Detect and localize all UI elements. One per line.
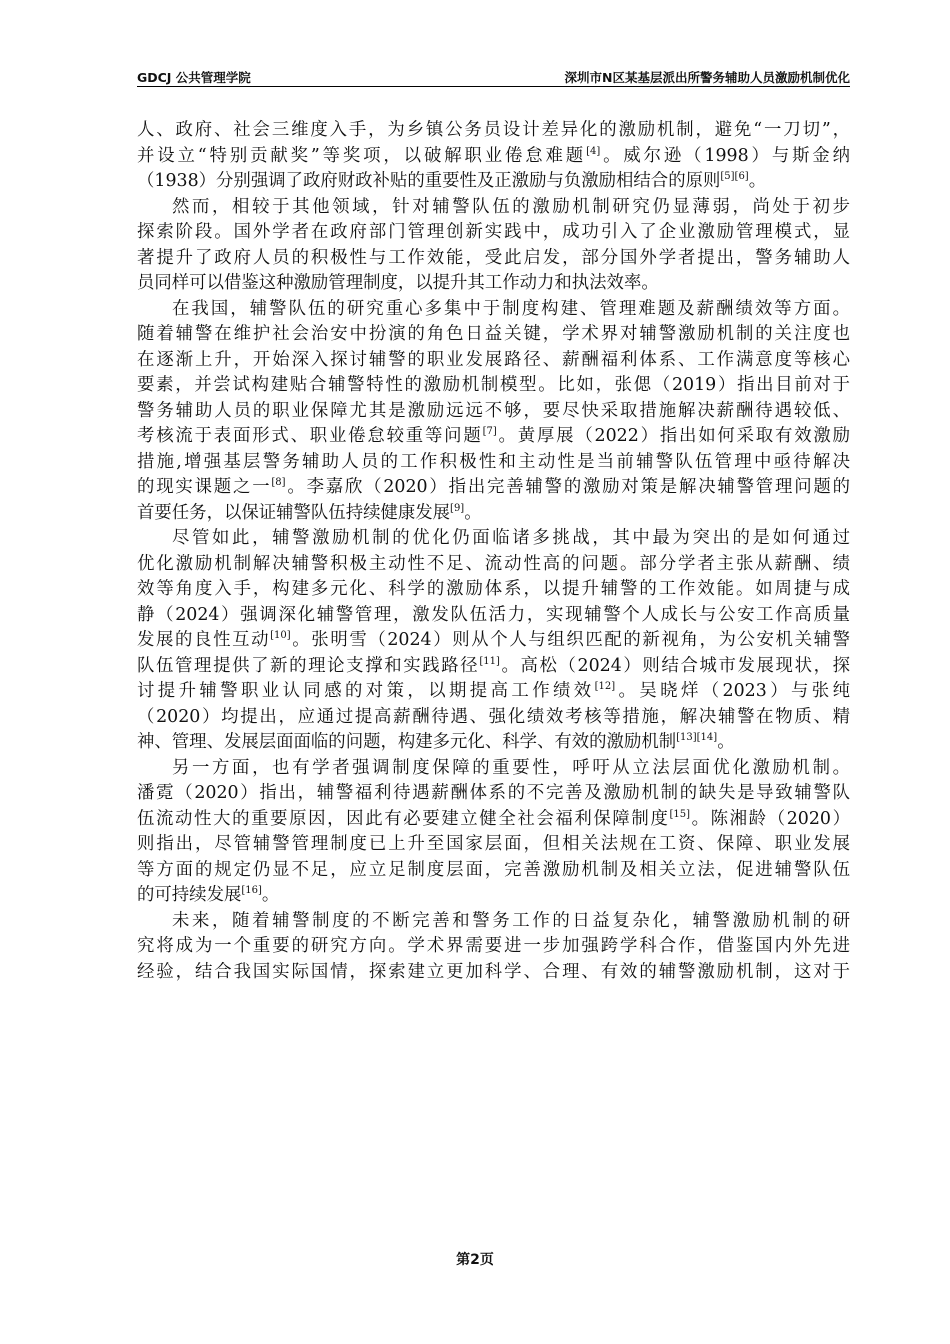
- citation-ref: [7]: [482, 426, 497, 437]
- text-line: 然而，相较于其他领域，针对辅警队伍的激励机制研究仍显薄弱，尚处于初步: [172, 196, 850, 217]
- text-line: 究将成为一个重要的研究方向。学术界需要进一步加强跨学科合作，借鉴国内外先进: [137, 936, 850, 956]
- text-line: 另一方面，也有学者强调制度保障的重要性，呼吁从立法层面优化激励机制。: [172, 757, 850, 778]
- text-line: 措施,增强基层警务辅助人员的工作积极性和主动性是当前辅警队伍管理中亟待解决: [137, 451, 850, 472]
- text-line: 静（2024）强调深化辅警管理，激发队伍活力，实现辅警个人成长与公安工作高质量: [137, 604, 850, 625]
- text-line: 则指出，尽管辅警管理制度已上升至国家层面，但相关法规在工资、保障、职业发展: [137, 834, 850, 854]
- text-line: 经验，结合我国实际国情，探索建立更加科学、合理、有效的辅警激励机制，这对于: [137, 961, 850, 982]
- text-line: 要素，并尝试构建贴合辅警特性的激励机制模型。比如，张偲（2019）指出目前对于: [137, 375, 850, 395]
- text-line: 潘霓（2020）指出，辅警福利待遇薪酬体系的不完善及激励机制的缺失是导致辅警队: [137, 783, 850, 803]
- citation-ref: [13][14]: [676, 732, 718, 743]
- citation-ref: [10]: [270, 630, 291, 641]
- citation-ref: [15]: [669, 808, 690, 820]
- citation-ref: [12]: [594, 681, 616, 692]
- citation-ref: [9]: [450, 502, 465, 514]
- text-line: 随着辅警在维护社会治安中扮演的角色日益关键，学术界对辅警激励机制的关注度也: [137, 324, 850, 344]
- text-line: 效等角度入手，构建多元化、科学的激励体系，以提升辅警的工作效能。如周捷与成: [137, 579, 850, 599]
- text-line: 的现实课题之一[8]。李嘉欣（2020）指出完善辅警的激励对策是解决辅警管理问题的: [137, 477, 850, 497]
- text-line: 尽管如此，辅警激励机制的优化仍面临诸多挑战，其中最为突出的是如何通过: [172, 528, 850, 548]
- text-line: 探索阶段。国外学者在政府部门管理创新实践中，成功引入了企业激励管理模式，显: [137, 222, 850, 242]
- text-line: 著提升了政府人员的积极性与工作效能，受此启发，部分国外学者提出，警务辅助人: [137, 247, 850, 268]
- text-line: 等方面的规定仍显不足，应立足制度层面，完善激励机制及相关立法，促进辅警队伍: [137, 859, 850, 880]
- header-school: GDCJ 公共管理学院: [137, 70, 251, 85]
- body-text: [137, 118, 850, 985]
- text-line: 的可持续发展[16]。: [137, 885, 280, 905]
- header-thesis-title: 深圳市N区某基层派出所警务辅助人员激励机制优化: [564, 70, 850, 85]
- text-line: 神、管理、发展层面面临的问题，构建多元化、科学、有效的激励机制[13][14]。: [137, 732, 735, 752]
- text-line: 在逐渐上升，开始深入探讨辅警的职业发展路径、薪酬福利体系、工作满意度等核心: [137, 349, 850, 370]
- text-line: 在我国，辅警队伍的研究重心多集中于制度构建、管理难题及薪酬绩效等方面。: [172, 298, 850, 319]
- text-line: 并设立“特别贡献奖”等奖项，以破解职业倦怠难题[4]。威尔逊（1998）与斯金纳: [137, 145, 850, 166]
- citation-ref: [5][6]: [720, 171, 749, 182]
- text-line: 发展的良性互动[10]。张明雪（2024）则从个人与组织匹配的新视角，为公安机关辅警: [137, 630, 850, 650]
- text-line: 未来，随着辅警制度的不断完善和警务工作的日益复杂化，辅警激励机制的研: [172, 910, 850, 931]
- text-line: 警务辅助人员的职业保障尤其是激励远远不够，要尽快采取措施解决薪酬待遇较低、: [137, 400, 850, 421]
- text-line: 伍流动性大的重要原因，因此有必要建立健全社会福利保障制度[15]。陈湘龄（2020）: [137, 808, 850, 829]
- citation-ref: [8]: [271, 477, 286, 488]
- citation-ref: [11]: [479, 655, 500, 667]
- text-line: （1938）分别强调了政府财政补贴的重要性及正激励与负激励相结合的原则[5][6]。: [137, 171, 767, 191]
- text-line: 人、政府、社会三维度入手，为乡镇公务员设计差异化的激励机制，避免“一刀切”，: [137, 120, 850, 140]
- text-line: 考核流于表面形式、职业倦怠较重等问题[7]。黄厚展（2022）指出如何采取有效激励: [137, 426, 850, 446]
- page-header: [137, 66, 850, 87]
- text-line: 员同样可以借鉴这种激励管理制度，以提升其工作动力和执法效率。: [137, 273, 659, 293]
- page-number: 第2页: [456, 1252, 494, 1268]
- citation-ref: [4]: [586, 145, 601, 157]
- citation-ref: [16]: [241, 885, 262, 896]
- text-line: 优化激励机制解决辅警积极主动性不足、流动性高的问题。部分学者主张从薪酬、绩: [137, 553, 850, 574]
- text-line: （2020）均提出，应通过提高薪酬待遇、强化绩效考核等措施，解决辅警在物质、精: [137, 706, 850, 727]
- text-line: 首要任务，以保证辅警队伍持续健康发展[9]。: [137, 502, 482, 523]
- text-line: 讨提升辅警职业认同感的对策，以期提高工作绩效[12]。吴晓烊（2023）与张纯: [137, 681, 850, 701]
- text-line: 队伍管理提供了新的理论支撑和实践路径[11]。高松（2024）则结合城市发展现状，探: [137, 655, 850, 676]
